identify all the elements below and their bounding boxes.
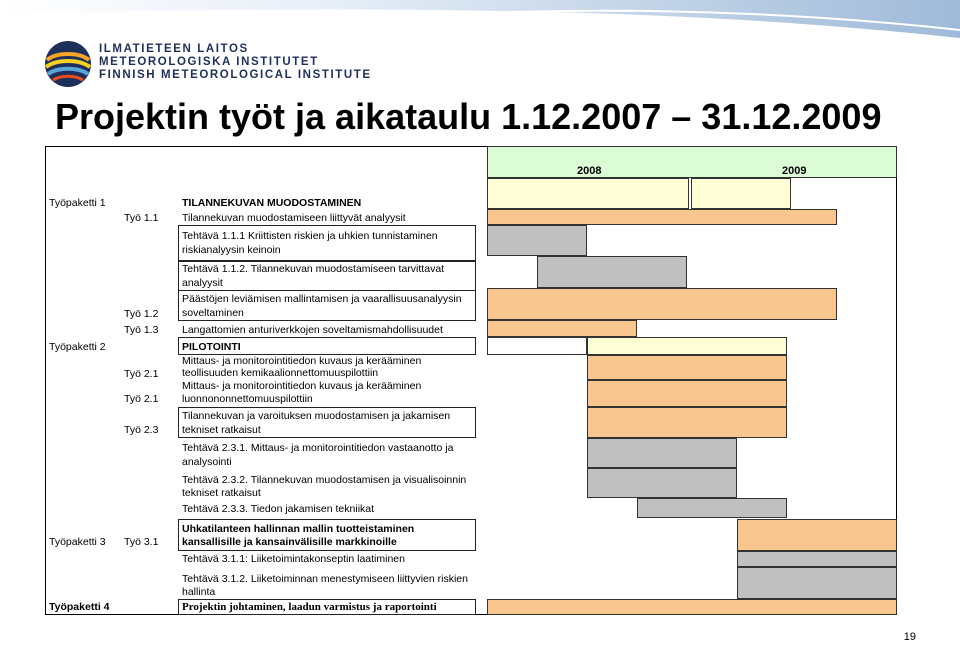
year-2008: 2008 [577,165,602,177]
t112-line2: analyysit [182,277,223,289]
t21a-line1: Mittaus- ja monitorointitiedon kuvaus ja kerääminen [182,355,422,367]
bar-t111 [487,225,587,256]
bar-t232 [587,468,737,498]
t13-title: Langattomien anturiverkkojen soveltamismahdollisuudet [182,324,443,336]
bar-t13 [487,320,637,337]
t231-line2: analysointi [182,456,232,468]
fmi-logo-icon [42,38,94,90]
t112-line1: Tehtävä 1.1.2. Tilannekuvan muodostamiseen tarvittavat [182,263,445,275]
wp4-label: Työpaketti 4 [49,601,110,613]
t23-label: Työ 2.3 [124,424,159,436]
t21a-line2: teollisuuden kemikaalionnettomuuspilottiin [182,367,379,379]
bar-wp4 [487,599,897,615]
t11-label: Työ 1.1 [124,212,159,224]
t21b-line2: luonnononnettomuuspilottiin [182,393,313,405]
t232-line1: Tehtävä 2.3.2. Tilannekuvan muodostamisen ja visualisoinnin [182,474,467,486]
bar-t31 [737,519,897,551]
bar-t112 [537,256,687,288]
bar-t12 [487,288,837,320]
schedule-table [45,146,897,615]
t232-line2: tekniset ratkaisut [182,487,261,499]
page-number: 19 [903,631,916,643]
t12-label: Työ 1.2 [124,308,159,320]
years-header [487,146,897,178]
wp2-label: Työpaketti 2 [49,341,106,353]
t31-line2: kansallisille ja kansainvälisille markkinoille [182,536,397,548]
t11-title: Tilannekuvan muodostamiseen liittyvät analyysit [182,212,406,224]
t312-line2: hallinta [182,586,216,598]
t12-line1: Päästöjen leviämisen mallintamisen ja vaarallisuusanalyysin [182,293,462,305]
wp1-label: Työpaketti 1 [49,197,106,209]
t21b-line1: Mittaus- ja monitorointitiedon kuvaus ja kerääminen [182,380,422,392]
bar-t21b [587,380,787,407]
bar-t312 [737,567,897,599]
t233: Tehtävä 2.3.3. Tiedon jakamisen tekniikat [182,503,375,515]
t13-label: Työ 1.3 [124,324,159,336]
wp3-label: Työpaketti 3 [49,536,106,548]
logo-line-2: METEOROLOGISKA INSTITUTET [99,56,319,68]
t23-line2: tekniset ratkaisut [182,424,261,436]
logo-line-1: ILMATIETEEN LAITOS [99,43,249,55]
logo-wordmark [99,43,372,82]
t31-line1: Uhkatilanteen hallinnan mallin tuotteistaminen [182,523,415,535]
bar-t231 [587,438,737,468]
logo-line-3: FINNISH METEOROLOGICAL INSTITUTE [99,69,372,81]
bar-t23 [587,407,787,438]
bar-wp2 [587,337,787,355]
t311: Tehtävä 3.1.1: Liiketoimintakonseptin laatiminen [182,553,405,565]
t23-line1: Tilannekuvan ja varoituksen muodostamisen ja jakamisen [182,410,451,422]
t231-line1: Tehtävä 2.3.1. Mittaus- ja monitorointitiedon vastaanotto ja [182,442,454,454]
header-swoosh [0,0,960,40]
t111-line1: Tehtävä 1.1.1 Kriittisten riskien ja uhkien tunnistaminen [182,230,438,242]
bar-t311 [737,551,897,567]
bar-t233 [637,498,787,518]
t12-line2: soveltaminen [182,307,244,319]
t21b-label: Työ 2.1 [124,393,159,405]
wp1-title: TILANNEKUVAN MUODOSTAMINEN [182,197,362,209]
bar-t11 [487,209,837,225]
bar-wp1-2008 [487,178,689,209]
t312-line1: Tehtävä 3.1.2. Liiketoiminnan menestymiseen liittyvien riskien [182,573,468,585]
wp2-title: PILOTOINTI [182,341,241,353]
t21a-label: Työ 2.1 [124,368,159,380]
bar-t21a [587,355,787,380]
year-2009: 2009 [782,165,807,177]
t31-label: Työ 3.1 [124,536,159,548]
t111-line2: riskianalyysin keinoin [182,244,281,256]
slide-title: Projektin työt ja aikataulu 1.12.2007 – 31.12.2009 [55,96,882,137]
wp4-title: Projektin johtaminen, laadun varmistus ja raportointi [182,601,437,613]
bar-wp2-empty [487,337,587,355]
bar-wp1-2009 [691,178,791,209]
